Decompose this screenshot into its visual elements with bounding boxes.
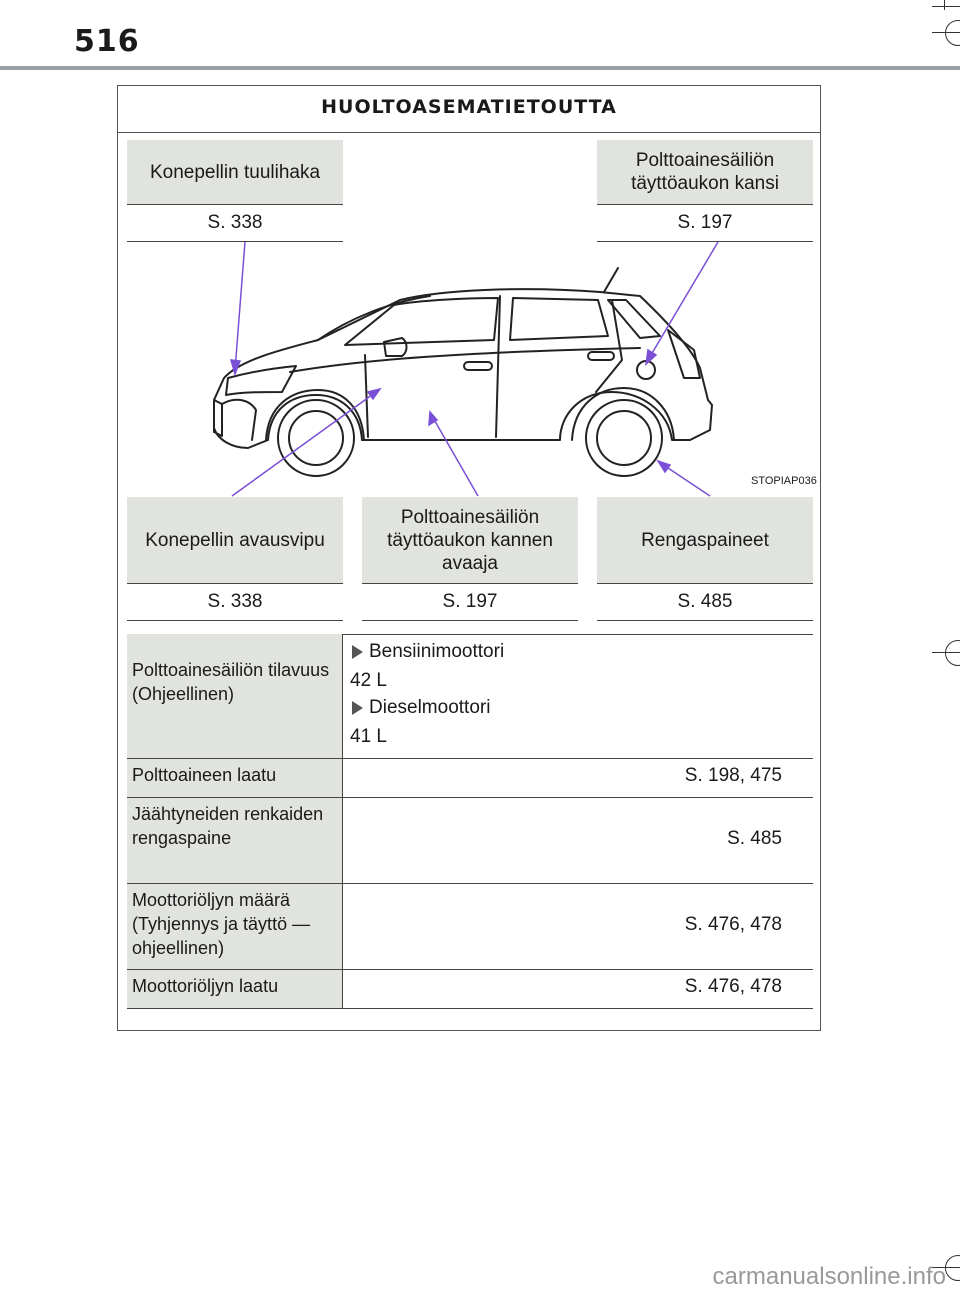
callout-tire-pressure-ref[interactable]: S. 485 [597, 584, 813, 621]
tail-light [668, 330, 700, 378]
callout-fuel-door-opener-ref[interactable]: S. 197 [362, 584, 578, 621]
pointer-tire-pressure-arrow [658, 461, 670, 472]
petrol-engine-item [352, 641, 504, 663]
bullet-triangle-icon [352, 645, 363, 659]
callout-fuel-door-opener-label: Polttoainesäiliön täyttöaukon kannen avaaja [387, 506, 553, 574]
petrol-engine-label: Bensiinimoottori [369, 641, 505, 662]
spec-oil-quality-label: Moottoriöljyn laatu [127, 970, 343, 1008]
rear-window [510, 298, 608, 340]
rear-door-handle [588, 352, 614, 360]
figure-id: STOPIAP036 [751, 475, 817, 487]
callout-hood-lock-label: Konepellin tuulihaka [149, 161, 321, 183]
side-mirror [384, 338, 407, 356]
spec-cold-tire-label: Jäähtyneiden renkaiden rengaspaine [127, 798, 343, 883]
callout-tire-pressure [597, 497, 813, 584]
spec-oil-capacity-label: Moottoriöljyn määrä (Tyhjennys ja täyttö — ohjeellinen) [127, 884, 343, 969]
pointer-hood-release-arrow [368, 389, 380, 399]
pointer-tire-pressure [662, 464, 710, 496]
rear-door-line [596, 300, 622, 392]
diesel-engine-label: Dieselmoottori [369, 697, 491, 718]
bullet-triangle-icon [352, 701, 363, 715]
page-number: 516 [74, 24, 140, 59]
pointer-hood-lock [235, 242, 245, 370]
callout-hood-release [127, 497, 343, 584]
spec-row-fuel-quality [127, 759, 813, 798]
front-window [345, 298, 498, 345]
section-title: HUOLTOASEMATIETOUTTA [118, 86, 820, 133]
spec-cold-tire-value[interactable]: S. 485 [727, 828, 782, 849]
spec-fuel-quality-label: Polttoaineen laatu [127, 759, 343, 797]
front-door-handle [464, 362, 492, 370]
rear-rim [597, 411, 651, 465]
antenna [604, 268, 618, 292]
front-door-line [365, 355, 368, 437]
spec-oil-capacity-value[interactable]: S. 476, 478 [684, 914, 782, 935]
callout-tire-pressure-label: Rengaspaineet [641, 529, 769, 551]
spec-row-oil-capacity [127, 884, 813, 970]
watermark: carmanualsonline.info [712, 1263, 946, 1290]
front-rim [289, 411, 343, 465]
pointer-fuel-opener [432, 416, 478, 496]
spec-tank-label: Polttoainesäiliön tilavuus (Ohjeellinen) [127, 634, 343, 758]
callout-hood-lock-ref[interactable]: S. 338 [127, 205, 343, 242]
callout-hood-release-ref[interactable]: S. 338 [127, 584, 343, 621]
diesel-engine-item [352, 697, 490, 719]
callout-fuel-door-label: Polttoainesäiliön täyttöaukon kansi [631, 150, 779, 194]
callout-fuel-door-ref[interactable]: S. 197 [597, 205, 813, 242]
spec-row-oil-quality [127, 970, 813, 1009]
diesel-capacity-value: 41 L [350, 726, 387, 747]
spec-oil-quality-value[interactable]: S. 476, 478 [684, 976, 782, 997]
callout-hood-release-label: Konepellin avausvipu [145, 529, 325, 551]
front-arch [266, 390, 364, 440]
callout-fuel-door-opener [362, 497, 578, 584]
spec-fuel-quality-value[interactable]: S. 198, 475 [684, 765, 782, 786]
spec-row-cold-tire [127, 798, 813, 884]
petrol-capacity-value: 42 L [350, 670, 387, 691]
front-bumper [222, 400, 256, 440]
